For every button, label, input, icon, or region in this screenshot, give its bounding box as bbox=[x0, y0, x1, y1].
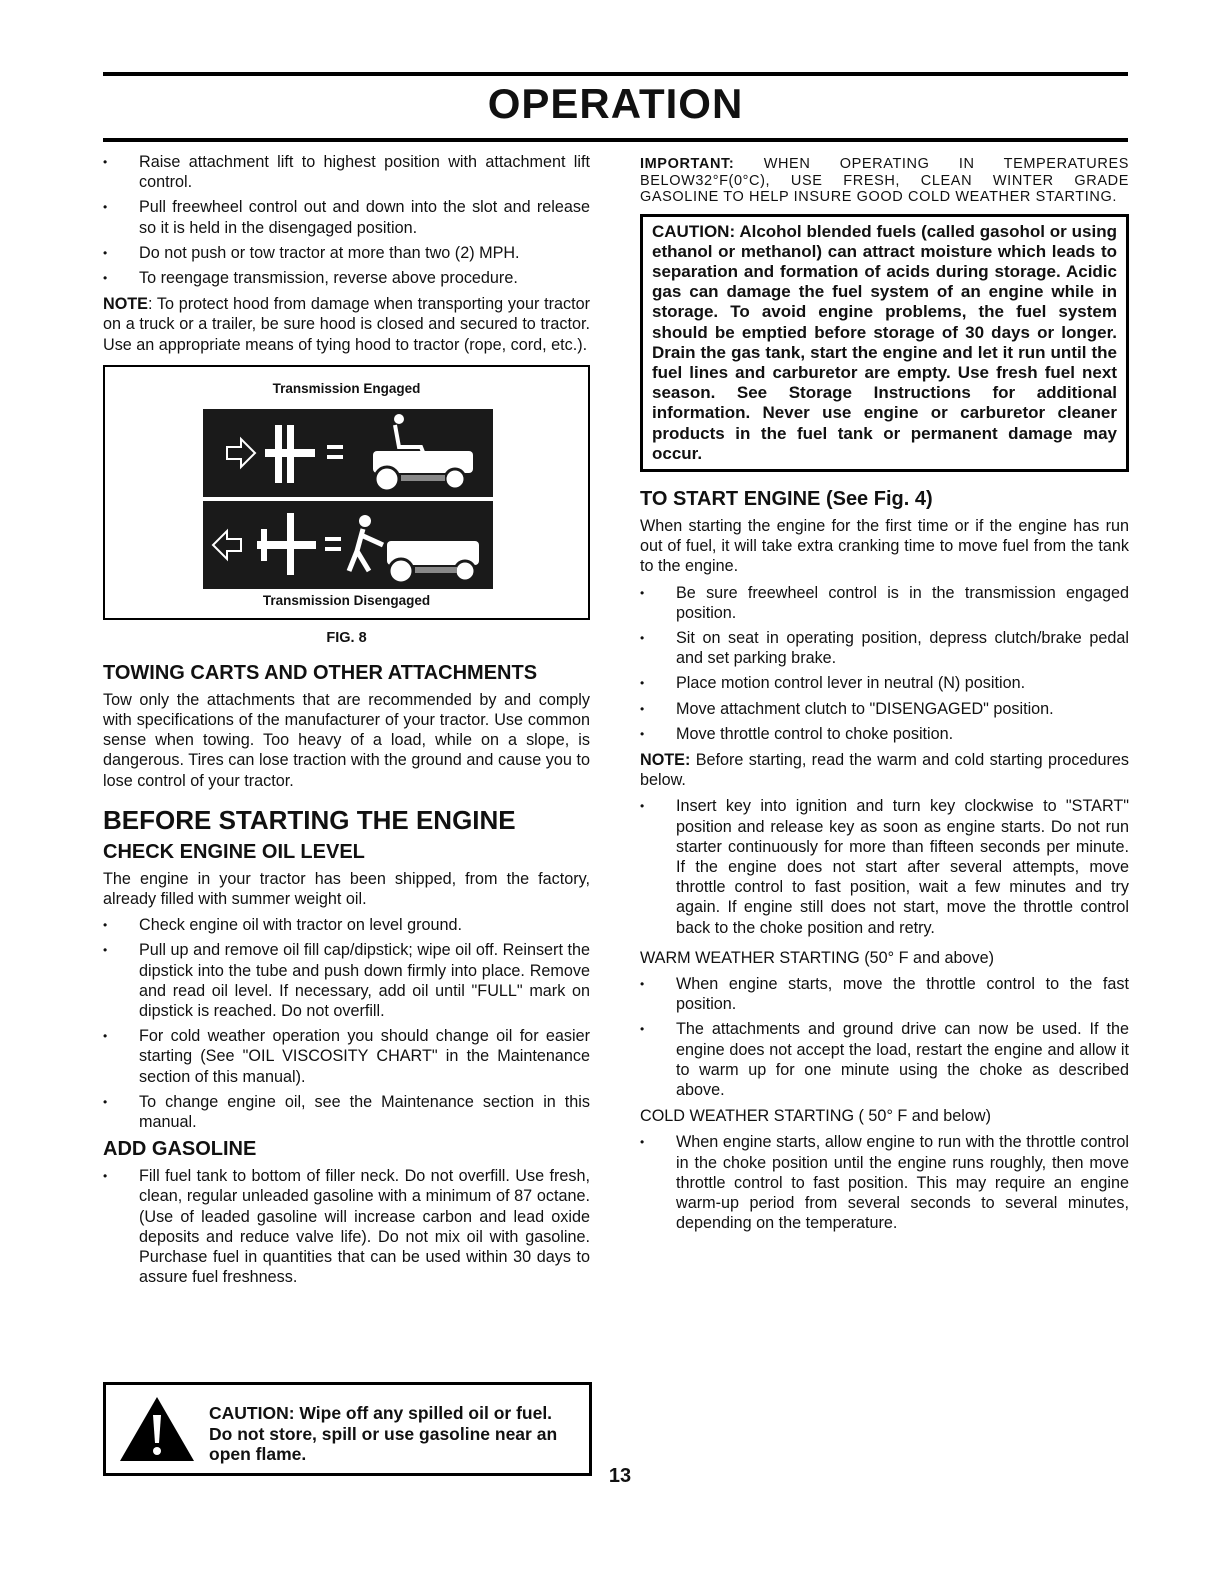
alcohol-fuel-caution-text: CAUTION: Alcohol blended fuels (called gasohol or using ethanol or methanol) can attract moisture which leads to separation and formation of acids during storage. Acidic gas can damage the fuel system of an engine while in storage. To avoid engine problems, the fuel system should be emptied before storage of 30 days or longer. Drain the gas tank, start the engine and let it run until the fuel lines and carburetor are empty. Use fresh fuel next season. See Storage Instructions for additional information. Never use engine or carburetor cleaner products in the fuel tank or permanent damage may occur. bbox=[652, 221, 1117, 463]
list-item: • Sit on seat in operating position, depress clutch/brake pedal and set parking brake. bbox=[640, 628, 1129, 668]
page-title: OPERATION bbox=[487, 80, 744, 127]
figure-caption-engaged: Transmission Engaged bbox=[272, 380, 421, 396]
spill-caution-box bbox=[103, 1382, 592, 1476]
page-number: 13 bbox=[608, 1465, 632, 1487]
list-item: • Check engine oil with tractor on level ground. bbox=[103, 915, 590, 935]
note-text: : To protect hood from damage when transporting your tractor on a truck or a trailer, be sure hood is closed and secured to tractor. Use an appropriate means of tying hood to tractor (rope, cord, etc.). bbox=[103, 295, 590, 354]
list-item: • Move attachment clutch to "DISENGAGED" position. bbox=[640, 699, 1129, 719]
start-note bbox=[640, 750, 1129, 790]
towing-text: Tow only the attachments that are recommended by and comply with specifications of the manufacturer of your tractor. Use common sense when towing. Too heavy of a load, while on a slope, is dangerous. Tires can lose traction with the ground and cause you to lose control of your tractor. bbox=[103, 690, 590, 790]
figure-caption-disengaged: Transmission Disengaged bbox=[262, 592, 431, 608]
start-note-label: NOTE: bbox=[640, 750, 691, 769]
start-engine-heading: TO START ENGINE (See Fig. 4) bbox=[640, 487, 933, 510]
list-item: • Pull freewheel control out and down into the slot and release so it is held in the disengaged position. bbox=[103, 197, 590, 237]
figure-label: FIG. 8 bbox=[326, 629, 367, 646]
list-item: • The attachments and ground drive can now be used. If the engine does not accept the load, restart the engine and allow it to warm up for one minute using the choke as described above. bbox=[640, 1019, 1129, 1100]
list-item: • Do not push or tow tractor at more than two (2) MPH. bbox=[103, 243, 590, 263]
transport-note bbox=[103, 294, 590, 355]
list-item: • Be sure freewheel control is in the transmission engaged position. bbox=[640, 583, 1129, 623]
oil-bullet-list bbox=[103, 915, 590, 1132]
list-item: • Pull up and remove oil fill cap/dipstick; wipe oil off. Reinsert the dipstick into the tube and push down firmly into place. Remove and read oil level. If necessary, add oil until "FULL" mark on dipstick is reached. Do not overfill. bbox=[103, 940, 590, 1021]
list-item: • Place motion control lever in neutral (N) position. bbox=[640, 673, 1129, 693]
cold-weather-heading: COLD WEATHER STARTING ( 50° F and below) bbox=[640, 1107, 991, 1126]
disengaged-diagram-icon bbox=[203, 501, 493, 589]
warning-triangle-icon bbox=[118, 1395, 196, 1463]
warm-weather-heading: WARM WEATHER STARTING (50° F and above) bbox=[640, 948, 994, 967]
gasoline-heading: ADD GASOLINE bbox=[103, 1138, 257, 1161]
important-label: IMPORTANT: bbox=[640, 156, 735, 172]
ignition-bullet-list bbox=[640, 796, 1129, 937]
start-intro: When starting the engine for the first time or if the engine has run out of fuel, it will take extra cranking time to move fuel from the tank to the engine. bbox=[640, 516, 1129, 576]
left-column bbox=[103, 152, 590, 1294]
start-note-text: Before starting, read the warm and cold starting procedures below. bbox=[640, 750, 1129, 790]
engaged-diagram-icon bbox=[203, 409, 493, 497]
note-label: NOTE bbox=[103, 295, 148, 314]
warm-weather-list bbox=[640, 974, 1129, 1100]
list-item: • Raise attachment lift to highest position with attachment lift control. bbox=[103, 152, 590, 192]
important-text: WHEN OPERATING IN TEMPERATURES BELOW32°F(0°C), USE FRESH, CLEAN WINTER GRADE GASOLINE TO HELP INSURE GOOD COLD WEATHER STARTING. bbox=[640, 156, 1129, 205]
start-bullet-list bbox=[640, 583, 1129, 744]
oil-heading: CHECK ENGINE OIL LEVEL bbox=[103, 840, 365, 863]
oil-intro: The engine in your tractor has been shipped, from the factory, already filled with summer weight oil. bbox=[103, 869, 590, 909]
gasoline-bullet-list bbox=[103, 1166, 590, 1287]
spill-caution-text: CAUTION: Wipe off any spilled oil or fuel. Do not store, spill or use gasoline near an open flame. bbox=[209, 1403, 558, 1464]
list-item: • To reengage transmission, reverse above procedure. bbox=[103, 268, 590, 288]
transmission-disengaged-graphic bbox=[203, 501, 493, 589]
cold-weather-list bbox=[640, 1132, 1129, 1233]
important-notice bbox=[640, 156, 1129, 206]
towing-heading: TOWING CARTS AND OTHER ATTACHMENTS bbox=[103, 661, 538, 684]
list-item: • When engine starts, allow engine to run with the throttle control in the choke position until the engine runs roughly, then move throttle control to fast position. This may require an engine warm-up period from several seconds to several minutes, depending on the temperature. bbox=[640, 1132, 1129, 1233]
figure-8-box bbox=[103, 365, 590, 620]
transmission-engaged-graphic bbox=[203, 409, 493, 497]
before-starting-heading: BEFORE STARTING THE ENGINE bbox=[103, 804, 516, 835]
list-item: • Insert key into ignition and turn key clockwise to "START" position and release key as soon as engine starts. Do not run starter continuously for more than fifteen seconds per minute. If the engine does not start after several attempts, move throttle control to fast position, wait a few minutes and try again. If engine still does not start, move the throttle control back to the choke position and retry. bbox=[640, 796, 1129, 937]
right-column bbox=[640, 156, 1129, 1239]
list-item: • Move throttle control to choke position. bbox=[640, 724, 1129, 744]
top-bullet-list bbox=[103, 152, 590, 288]
list-item: • For cold weather operation you should change oil for easier starting (See "OIL VISCOSITY CHART" in the Maintenance section of this manual). bbox=[103, 1026, 590, 1087]
list-item: • When engine starts, move the throttle control to the fast position. bbox=[640, 974, 1129, 1014]
list-item: • To change engine oil, see the Maintenance section in this manual. bbox=[103, 1092, 590, 1132]
header-rule-bottom bbox=[103, 138, 1128, 142]
alcohol-fuel-caution-box bbox=[640, 214, 1129, 472]
list-item: • Fill fuel tank to bottom of filler neck. Do not overfill. Use fresh, clean, regular unleaded gasoline with a minimum of 87 octane. (Use of leaded gasoline will increase carbon and lead oxide deposits and reduce valve life). Do not mix oil with gasoline. Purchase fuel in quantities that can be used within 30 days to assure fuel freshness. bbox=[103, 1166, 590, 1287]
